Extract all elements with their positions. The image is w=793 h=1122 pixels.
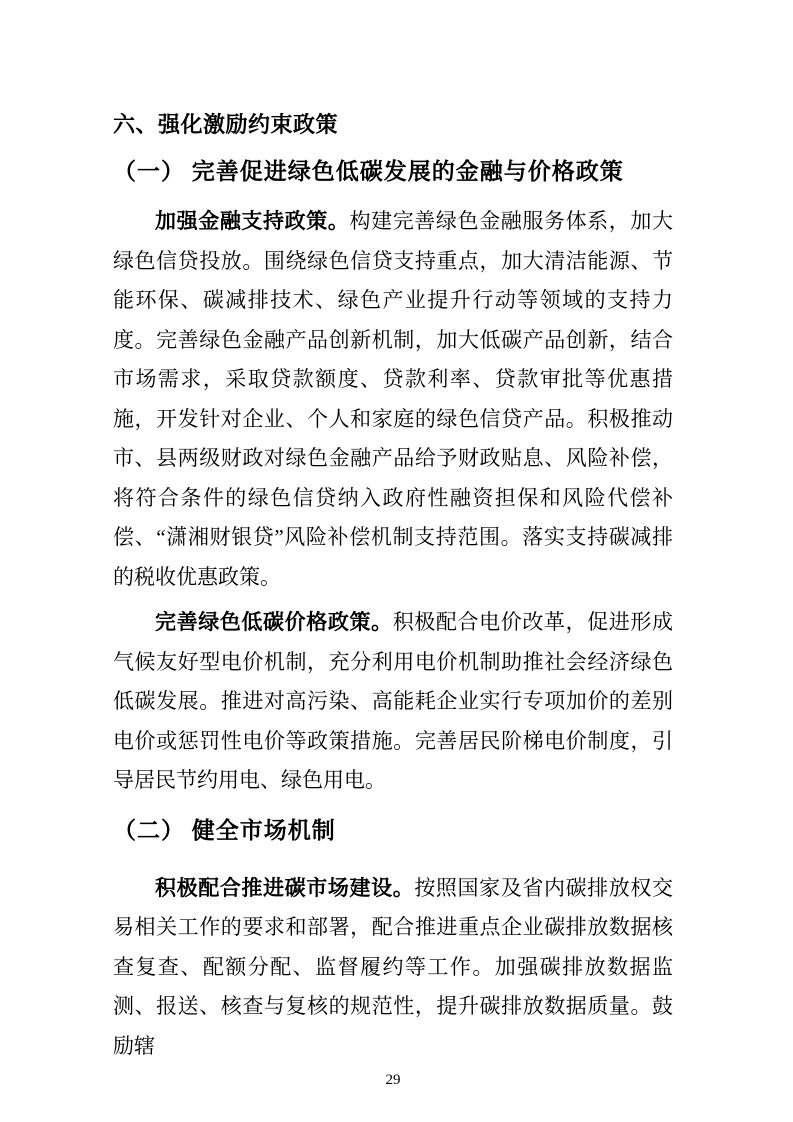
paragraph bbox=[113, 603, 673, 801]
paragraph-lead: 加强金融支持政策。 bbox=[155, 209, 350, 233]
paragraph-lead: 完善绿色低碳价格政策。 bbox=[155, 610, 393, 634]
paragraph-lead: 积极配合推进碳市场建设。 bbox=[155, 875, 415, 900]
paragraph bbox=[113, 202, 673, 597]
paragraph bbox=[113, 869, 673, 1067]
section-2-heading: （二） 健全市场机制 bbox=[113, 817, 336, 843]
section-1-heading: （一） 完善促进绿色低碳发展的金融与价格政策 bbox=[113, 159, 624, 184]
paragraph-text: 按照国家及省内碳排放权交易相关工作的要求和部署，配合推进重点企业碳排放数据核查复查、配额分配、监督履约等工作。加强碳排放数据监测、报送、核查与复核的规范性，提升碳排放数据质量。鼓励辖 bbox=[113, 875, 674, 1058]
page-number: 29 bbox=[385, 1072, 401, 1088]
paragraph-text: 构建完善绿色金融服务体系，加大绿色信贷投放。围绕绿色信贷支持重点，加大清洁能源、节能环保、碳减排技术、绿色产业提升行动等领域的支持力度。完善绿色金融产品创新机制，加大低碳产品创新，结合市场需求，采取贷款额度、贷款利率、贷款审批等优惠措施，开发针对企业、个人和家庭的绿色信贷产品。积极推动市、县两级财政对绿色金融产品给予财政贴息、风险补偿，将符合条件的绿色信贷纳入政府性融资担保和风险代偿补偿、“潇湘财银贷”风险补偿机制支持范围。落实支持碳减排的税收优惠政策。 bbox=[113, 209, 674, 589]
paragraph-text: 积极配合电价改革，促进形成气候友好型电价机制，充分利用电价机制助推社会经济绿色低碳发展。推进对高污染、高能耗企业实行专项加价的差别电价或惩罚性电价等政策措施。完善居民阶梯电价制度，引导居民节约用电、绿色用电。 bbox=[113, 610, 674, 792]
document-content bbox=[113, 112, 673, 1090]
chapter-heading: 六、强化激励约束政策 bbox=[113, 112, 339, 137]
